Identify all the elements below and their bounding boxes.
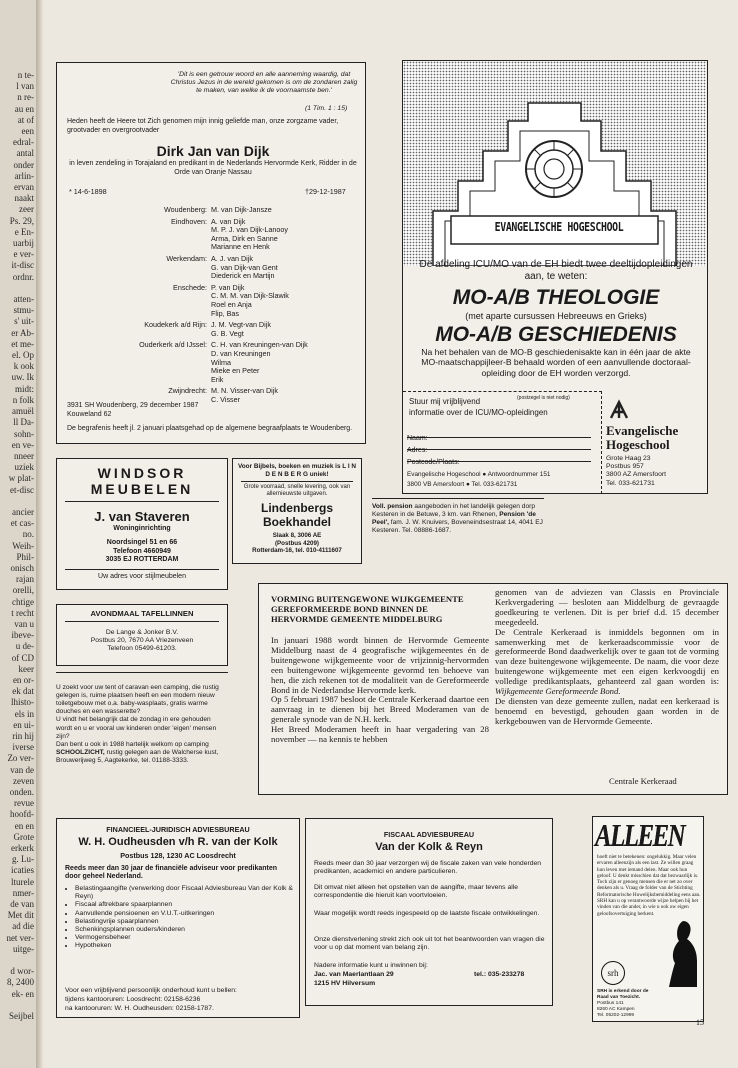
financieel-service-item: • Hypotheken: [75, 942, 303, 950]
windsor-sub: Woninginrichting: [113, 525, 171, 532]
coupon-name-label: Naam:: [407, 435, 428, 442]
windsor-ad: [56, 458, 228, 590]
family-row: [57, 235, 308, 244]
article-headline: VORMING BUITENGEWONE WIJKGEMEENTE GEREFORMEERDE BOND BINNEN DE HERVORMDE GEMEENTE MIDDELBURG: [271, 594, 464, 625]
family-row: [57, 272, 308, 281]
windsor-tagline: Uw adres voor stijlmeubelen: [98, 573, 186, 580]
coupon-address-1: Evangelische Hogeschool ● Antwoordnummer 151: [407, 471, 551, 478]
family-member: Arma, Dirk en Sanne: [211, 233, 278, 243]
article-para-3b: genomen van de adviezen van Classis en Provinciale Kerkvergadering — besloten aan Middelburg de gevraagde goedkeuring te verlenen. Dit is per brief d.d. 15 december meegedeeld.: [495, 587, 719, 627]
family-member: Diederick en Martijn: [211, 271, 275, 281]
windsor-divider: [65, 501, 219, 502]
family-place: [57, 330, 211, 339]
fiscaal-name: Van der Kolk & Reyn: [375, 841, 483, 853]
family-member: Wilma: [211, 357, 231, 367]
fiscaal-p2: Dit omvat niet alleen het opstellen van de aangifte, maar tevens alle correspondentie die hieruit kan voortvloeien.: [314, 884, 519, 900]
family-row: [57, 376, 308, 385]
pension-ad: [372, 498, 544, 535]
obituary-address-2: Kouweland 62: [67, 411, 112, 418]
family-row: [57, 367, 308, 376]
lindenbergs-address-line: (Postbus 4209): [274, 539, 319, 547]
eh-intro: De afdeling ICU/MO van de EH biedt twee deeltijdopleidingen aan, te weten:: [419, 259, 693, 282]
family-row: [57, 301, 308, 310]
eh-contact-line: Tel. 033-621731: [606, 479, 655, 487]
pension-bold: Voll. pension: [372, 503, 413, 510]
obituary-name: Dirk Jan van Dijk: [156, 143, 270, 159]
family-place: [57, 243, 211, 252]
eh-course-geschiedenis: MO-A/B GESCHIEDENIS: [435, 323, 677, 346]
family-place: Koudekerk a/d Rijn:: [144, 320, 207, 330]
pension-top-rule: [372, 498, 544, 499]
family-member: Roel en Anja: [211, 299, 252, 309]
family-member: G. van Dijk-van Gent: [211, 262, 278, 272]
article-para-5: De diensten van deze gemeente zullen, nadat een kerkeraad is benoemd en bevestigd, gehouden gaan worden in de kerkgebouwen van de Hervormde Gemeente.: [495, 695, 719, 726]
family-row: [57, 292, 308, 301]
coupon-postcode-field[interactable]: [407, 451, 591, 466]
srh-logo-icon: [601, 961, 625, 985]
avondmaal-line: Postbus 20, 7670 AA Vriezenveen: [90, 637, 194, 645]
page-spine: [36, 0, 44, 1068]
fiscaal-addr-2: 1215 HV Hilversum: [314, 980, 376, 987]
family-row: [57, 206, 308, 215]
family-place: [57, 301, 211, 310]
coupon-address-2: 3800 VB Amersfoort ● Tel. 033-621731: [407, 481, 518, 488]
financieel-service-item: • Schenkingsplannen ouders/kinderen: [75, 926, 303, 934]
lindenbergs-address: [233, 532, 361, 555]
financieel-office-1: tijdens kantooruren: Loosdrecht: 02158-6236: [65, 996, 201, 1003]
article-column-1: [271, 636, 489, 792]
obituary-family-list: [57, 206, 308, 407]
fiscaal-p1: Reeds meer dan 30 jaar verzorgen wij de fiscale zaken van vele honderden predikanten, academici en andere particulieren.: [314, 860, 542, 876]
article-para-3a: Het Breed Moderamen heeft in haar vergadering van 28 november — na kennis te hebben: [271, 724, 489, 745]
alleen-footer-1: SRH is erkend door de Raad van Toezicht.: [597, 989, 649, 1000]
family-member: M. van Dijk-Jansze: [211, 205, 272, 214]
article-box: [258, 583, 728, 795]
eh-contact-line: 3800 AZ Amersfoort: [606, 471, 667, 479]
windsor-title-2: MEUBELEN: [90, 481, 194, 497]
family-member: Erik: [211, 374, 224, 384]
eh-course-theologie: MO-A/B THEOLOGIE: [452, 286, 660, 309]
family-row: [57, 350, 308, 359]
family-place: [57, 359, 211, 368]
financieel-service-item: • Aanvullende pensioenen en V.U.T.-uitkeringen: [75, 910, 303, 918]
obituary-born: * 14-6-1898: [69, 187, 107, 196]
eh-contact-line: Grote Haag 23: [606, 455, 651, 462]
family-member: C. Visser: [211, 394, 241, 404]
lindenbergs-address-line: Slaak 8, 3006 AE: [272, 532, 322, 539]
coupon-address-label: Adres:: [407, 447, 428, 454]
avondmaal-lines: [57, 629, 227, 654]
family-row: [57, 243, 308, 252]
family-member: M. N. Visser-van Dijk: [211, 386, 278, 396]
eh-logo-icon: [608, 399, 630, 421]
obituary-died: †29-12-1987: [305, 187, 346, 196]
avondmaal-divider: [65, 621, 219, 622]
family-place: Zwijndrecht:: [168, 386, 207, 396]
article-para-4: De Centrale Kerkeraad is inmiddels begonnen om in samenwerking met de kerkeraadscommissie voor de gereformeerde Bond daadwerkelijk over te gaan tot de vorming van deze buitengewone wijkgemeente. De naam, die voor deze buitengewone wijkgemeente met een eigen kerkvoogdij en volledige predikantsplaats, gehanteerd zal gaan worden is:: [495, 626, 719, 687]
coupon-address-field[interactable]: [407, 439, 591, 454]
alleen-footer-4: Tel. 05202-12999: [597, 1013, 635, 1018]
eh-contact-line: Postbus 957: [606, 463, 644, 471]
coupon-postcode-label: Postcode/Plaats:: [407, 459, 460, 466]
article-para-2: Op 5 februari 1987 besloot de Centrale Kerkeraad daartoe een aanvraag in te dienen bij het Breed Moderamen van de generale synode van de N.H. kerk.: [271, 694, 489, 725]
alleen-ad: [592, 816, 704, 1022]
article-column-2: [495, 588, 719, 727]
family-place: [57, 310, 211, 319]
camping-name: SCHOOLZICHT,: [56, 748, 105, 756]
pension-text-2: fam. J. W. Knuivers, Boveneindsestraat 14, 4041 EJ Kesteren. Tel. 08886-1687.: [372, 519, 543, 535]
alleen-footer-2: Postbus 141: [597, 1001, 624, 1006]
coupon-note: (postzegel is niet nodig): [517, 395, 570, 401]
obituary-quote: 'Dit is een getrouw woord en alle aanneming waardig, dat Christus Jezus in de wereld gekomen is om de zondaren zalig te maken, van welke ik de voornaamste ben.': [170, 71, 358, 94]
avondmaal-ad: [56, 604, 228, 666]
financieel-name: W. H. Oudheusden v/h R. van der Kolk: [78, 836, 278, 848]
family-place: [57, 264, 211, 273]
family-member: A. van Dijk: [211, 216, 246, 226]
eh-advertisement: [402, 60, 708, 494]
family-row: [57, 359, 308, 368]
eh-coupon[interactable]: [403, 391, 602, 494]
srh-logo-text: srh: [607, 968, 619, 978]
eh-logo-text-2: Hogeschool: [606, 437, 670, 452]
obituary-address-1: 3931 SH Woudenberg, 29 december 1987: [67, 402, 199, 409]
family-member: M. P. J. van Dijk-Lanooy: [211, 225, 288, 235]
family-member: C. H. van Kreuningen-van Dijk: [211, 340, 308, 350]
avondmaal-line: De Lange & Jonker B.V.: [105, 629, 179, 636]
coupon-line-2: informatie over de ICU/MO-opleidingen: [409, 408, 548, 417]
alleen-text: hoeft niet te betekenen: ongelukkig. Maar velen ervaren alleenzijn als een last. Ze willen graag hun leven met iemand delen. Maar ook hun geloof. U denkt misschien dat dat bezwaarlijk is. Toch zijn er genoeg mensen die er net zo over denken als u. Vraag de folder van de Stichting Reformatorische Huwelijksbemiddeling eens aan. SRH kan u op verantwoorde wijze helpen bij het vinden van die ander, in wie u ook uw eigen geloofsovertuiging herkent.: [597, 854, 701, 917]
family-member: G. B. Vegt: [211, 328, 244, 338]
financieel-services-list: [65, 885, 303, 951]
camping-text-2: rustig gelegen aan de Walcherse kust, Brouwerijweg 5, Aagtekerke, tel. 01188-3333.: [56, 748, 219, 764]
family-row: [57, 330, 308, 339]
family-row: [57, 310, 308, 319]
windsor-address-line: Telefoon 4660949: [113, 547, 171, 555]
lindenbergs-ad: [232, 458, 362, 564]
obituary-description: in leven zendeling in Torajaland en predikant in de Nederlands Hervormde Kerk, Ridder in de Orde van Oranje Nassau: [69, 160, 357, 176]
avondmaal-line: Telefoon 05499-61203.: [107, 645, 177, 653]
eh-banner: EVANGELISCHE HOGESCHOOL: [494, 220, 624, 234]
family-place: Eindhoven:: [171, 216, 207, 226]
family-place: [57, 235, 211, 244]
lindenbergs-name-2: Boekhandel: [262, 515, 331, 529]
family-place: Werkendam:: [166, 253, 207, 263]
fiscaal-p4: Onze dienstverlening strekt zich ook uit tot het beantwoorden van vragen die voor u op dat moment van belang zijn.: [314, 936, 545, 952]
family-member: J. M. Vegt-van Dijk: [211, 320, 271, 330]
family-place: [57, 292, 211, 301]
windsor-address-line: 3035 EJ ROTTERDAM: [105, 556, 179, 564]
financieel-office-2: na kantooruren: W. H. Oudheusden: 02158-1787.: [65, 1005, 214, 1012]
fiscaal-p3: Waar mogelijk wordt reeds ingespeeld op de laatste fiscale ontwikkelingen.: [314, 910, 540, 917]
article-signature: Centrale Kerkeraad: [609, 776, 677, 786]
windsor-title-1: WINDSOR: [97, 465, 187, 481]
gable-building-illustration: [403, 61, 706, 266]
family-row: [57, 321, 308, 330]
family-member: P. van Dijk: [211, 282, 245, 292]
obituary-box: [56, 62, 366, 444]
family-place: [57, 350, 211, 359]
avondmaal-title: AVONDMAAL TAFELLINNEN: [90, 609, 194, 618]
financieel-service-item: • Fiscaal aftrekbare spaarplannen: [75, 901, 303, 909]
alleen-title: ALLEEN: [595, 817, 685, 853]
eh-details: Na het behalen van de MO-B geschiedenisakte kan in één jaar de akte MO-maatschappijleer-B behaald worden of een aanvullende doctoraal-opleiding door de EH worden verzorgd.: [421, 347, 691, 378]
eh-contact: [606, 455, 666, 488]
coupon-name-field[interactable]: [407, 427, 591, 442]
obituary-quote-ref: (1 Tim. 1 : 15): [305, 105, 348, 112]
lindenbergs-divider: [241, 481, 353, 482]
silhouette-illustration: [663, 917, 701, 987]
financieel-service-item: • Belastingvrije spaarplannen: [75, 918, 303, 926]
windsor-address: [57, 539, 227, 565]
pension-text: aangeboden in het landelijk gelegen dorp Kesteren in de Betuwe, 3 km. van Rhenen,: [372, 503, 535, 519]
family-place: [57, 272, 211, 281]
family-member: C. M. M. van Dijk-Slawik: [211, 291, 289, 301]
financieel-outro: Voor een vrijblijvend persoonlijk onderhoud kunt u bellen:: [65, 987, 237, 994]
fiscaal-ad: [305, 818, 553, 1006]
windsor-name: J. van Staveren: [94, 509, 190, 524]
lindenbergs-name-1: Lindenbergs: [260, 501, 333, 515]
financieel-service-item: • Belastingaangifte (verwerking door Fiscaal Adviesbureau Van der Kolk & Reyn): [75, 885, 303, 901]
family-place: [57, 226, 211, 235]
financieel-intro: Reeds meer dan 30 jaar de financiële adviseur voor predikanten door geheel Nederland.: [65, 865, 278, 881]
eh-course-theologie-sub: (met aparte cursussen Hebreeuws en Grieks): [465, 311, 647, 321]
fiscaal-tel: tel.: 035-233278: [474, 971, 525, 978]
family-member: Flip, Bas: [211, 308, 239, 318]
windsor-divider-2: [65, 569, 219, 570]
pension-name: Pension 'de Peel',: [372, 511, 536, 527]
family-place: [57, 367, 211, 376]
family-place: [57, 376, 211, 385]
family-place: Ouderkerk a/d IJssel:: [139, 340, 207, 350]
financieel-address: Postbus 128, 1230 AC Loosdrecht: [120, 851, 236, 860]
family-member: Marianne en Henk: [211, 242, 270, 252]
family-row: [57, 387, 308, 396]
financieel-service-item: • Vermogensbeheer: [75, 934, 303, 942]
fiscaal-p5: Nadere informatie kunt u inwinnen bij:: [314, 962, 428, 969]
obituary-intro: Heden heeft de Heere tot Zich genomen mijn innig geliefde man, onze zorgzame vader, grootvader en overgrootvader: [67, 118, 339, 134]
left-column-text: n te- l van n re- au en at of een edral- antal onder arlin- ervan naakt zeer Ps. 29, e En- uarbij e ver- it-disc ordnr. atten- stmu- s' uit- er Ab- et me- el. Op k ook uw. Ik midt: n folk amuël ll Da- sohn- en ve- nneer uziek w plat- et-disc ancier et cas- no. Weih- Phil- onisch rajan orelli, chtige t recht van u ibeve- u de- of CD keer en or- ek dat lhisto- els in en ui- rin hij iverse Zo ver- van de zeven onden. revue hoofd- en en Grote erkerk g. Lu- icaties lturele nmer- de van Met dit ad die net ver- uitge- d wor- 8, 2400 ek- en Seijbel: [6, 70, 34, 1022]
family-place: Woudenberg:: [163, 205, 207, 214]
fiscaal-addr-1: Jac. van Maerlantlaan 29: [314, 971, 394, 978]
financieel-header: FINANCIEEL-JURIDISCH ADVIESBUREAU: [106, 825, 250, 834]
lindenbergs-address-line: Rotterdam-16, tel. 010-4111607: [252, 547, 342, 555]
eh-logo-text-1: Evangelische: [606, 423, 679, 438]
family-place: Enschede:: [173, 282, 207, 292]
family-member: A. J. van Dijk: [211, 253, 253, 263]
fiscaal-header: FISCAAL ADVIESBUREAU: [383, 830, 475, 839]
lindenbergs-header: Voor Bijbels, boeken en muziek is L I N D E N B E R G uniek!: [237, 463, 357, 478]
article-para-1: In januari 1988 wordt binnen de Hervormde Gemeente Middelburg naast de 4 geografische wijkgemeentes én de buitengewone wijkgemeente voor de vrijzinnig-hervormden een buitengewone wijkgemeente gevormd ten behoeve van hen, die zich rekenen tot de modaliteit van de Gereformeerde Bond in de Nederlandse Hervormde kerk.: [271, 636, 489, 695]
coupon-line-1: Stuur mij vrijblijvend: [409, 397, 481, 406]
family-member: Mieke en Peter: [211, 366, 260, 376]
financieel-ad: [56, 818, 300, 1018]
article-para-4-italic: Wijkgemeente Gereformeerde Bond.: [495, 686, 621, 697]
camping-ad: [56, 672, 228, 765]
family-member: D. van Kreuningen: [211, 348, 271, 358]
windsor-address-line: Noordsingel 51 en 66: [106, 539, 178, 546]
camping-text: U zoekt voor uw tent of caravan een camping, die rustig gelegen is, ruime plaatsen heeft en een modern nieuw toiletgebouw met o.a. baby-wasplaats, gratis warme douches en een wasserette? U vindt het belangrijk dat de zondag in ere gehouden wordt en u er vooral uw kinderen onder 'eigen' mensen zijn? Dan bent u ook in 1988 hartelijk welkom op camping: [56, 684, 219, 748]
page-number: 15: [696, 1018, 704, 1027]
alleen-footer-3: 8260 AC Kampen: [597, 1007, 635, 1012]
obituary-funeral: De begrafenis heeft jl. 2 januari plaatsgehad op de algemene begraafplaats te Woudenberg.: [67, 425, 353, 432]
lindenbergs-sub: Grote voorraad, snelle levering, ook van allernieuwste uitgaven.: [243, 484, 351, 498]
